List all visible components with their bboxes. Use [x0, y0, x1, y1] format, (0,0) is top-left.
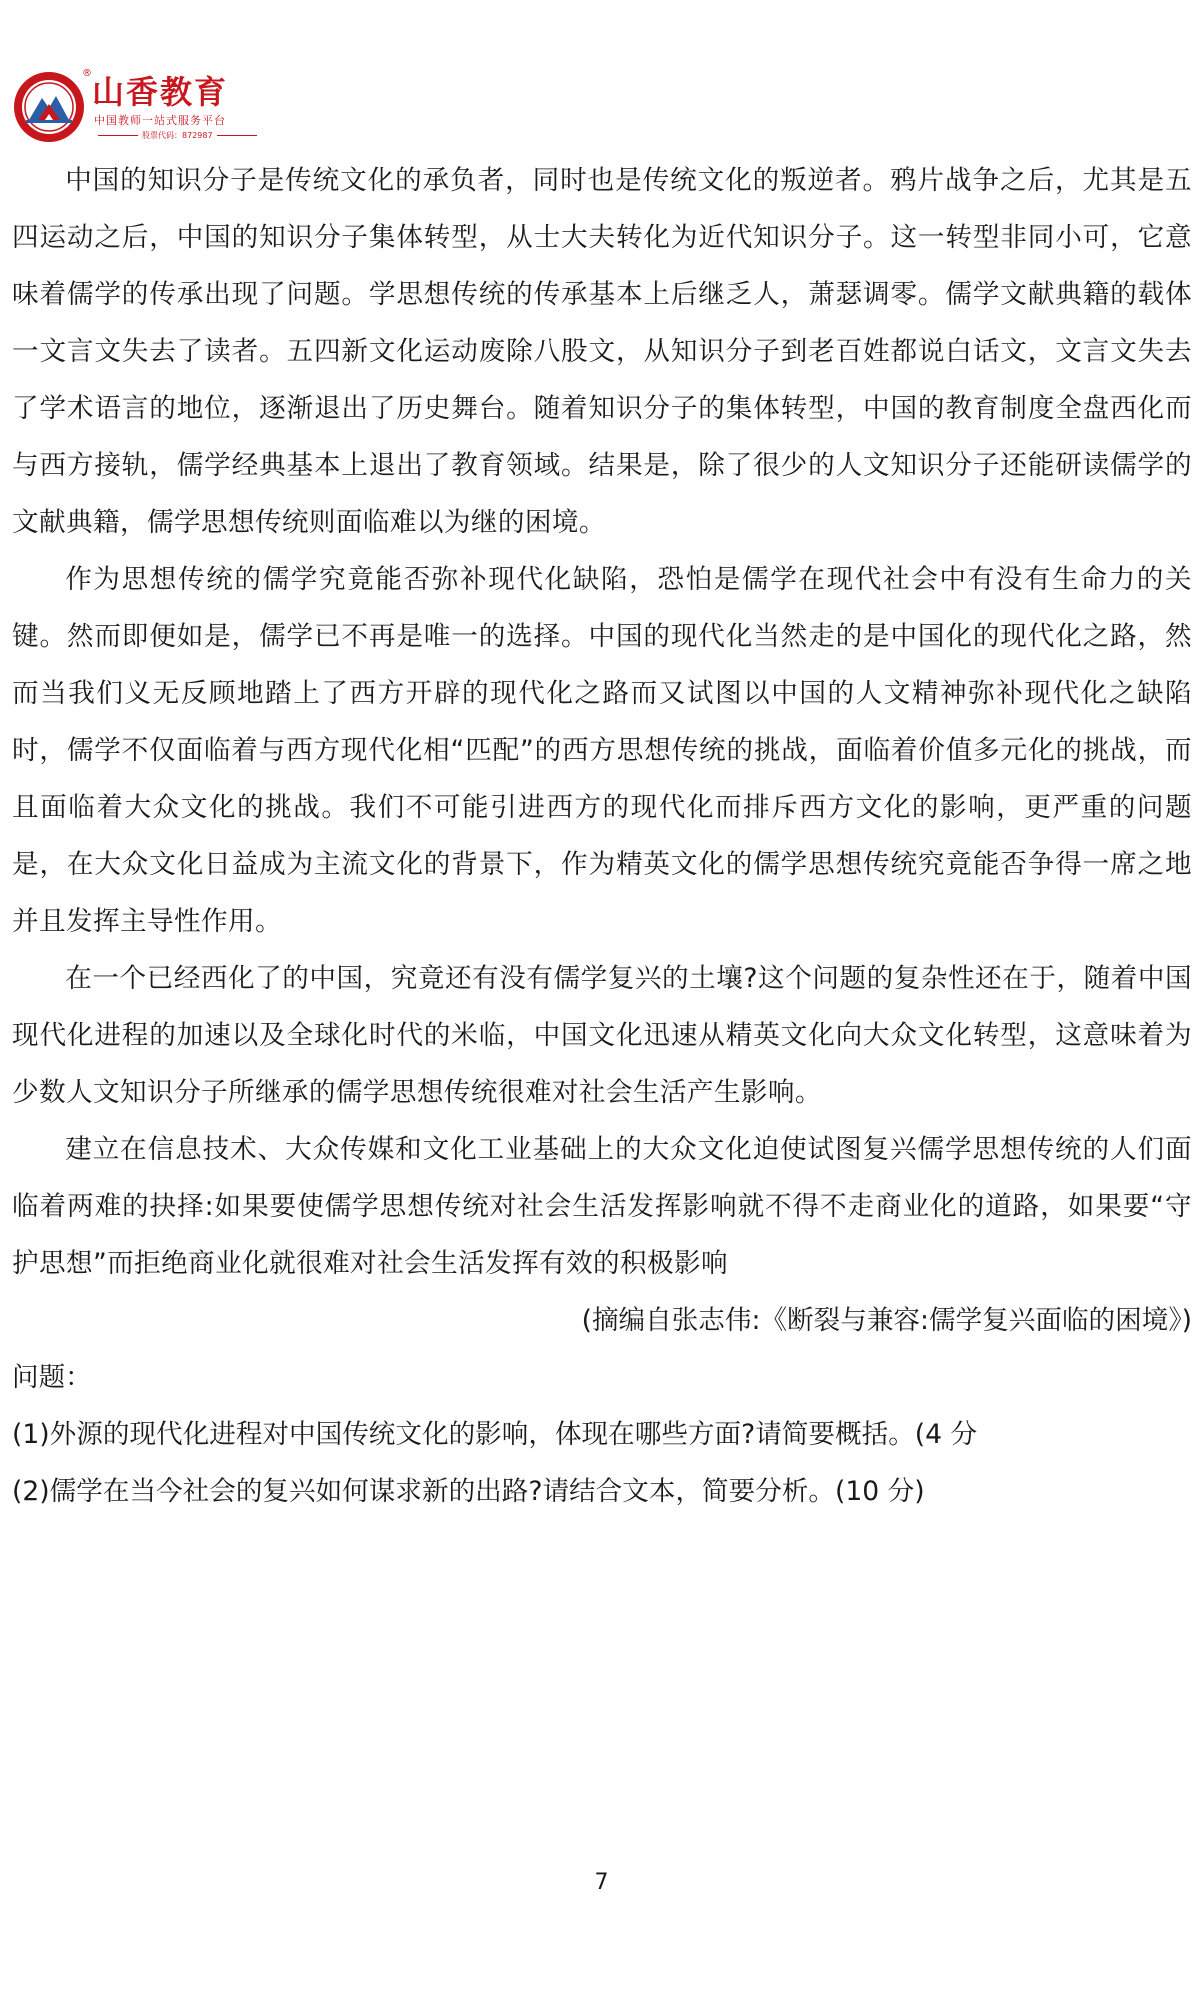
page-number: 7 [594, 1870, 609, 1895]
article-body [12, 152, 1192, 1520]
article-paragraph-4: 建立在信息技术、大众传媒和文化工业基础上的大众文化迫使试图复兴儒学思想传统的人们面临着两难的抉择:如果要使儒学思想传统对社会生活发挥影响就不得不走商业化的道路，如果要“守护思想”而拒绝商业化就很难对社会生活发挥有效的积极影响 [12, 1134, 1192, 1279]
brand-subtitle: 中国教师一站式服务平台 [94, 114, 226, 127]
questions-heading: 问题： [12, 1362, 92, 1393]
brand-name: 山香教育 [92, 73, 229, 111]
article-paragraph-3: 在一个已经西化了的中国，究竟还有没有儒学复兴的土壤?这个问题的复杂性还在于，随着中国现代化进程的加速以及全球化时代的米临，中国文化迅速从精英文化向大众文化转型，这意味着为少数人文知识分子所继承的儒学思想传统很难对社会生活产生影响。 [12, 963, 1192, 1108]
stock-code-text: 股票代码：872987 [142, 131, 213, 140]
divider-rule [217, 135, 257, 136]
question-item-2: (2)儒学在当今社会的复兴如何谋求新的出路?请结合文本，简要分析。(10 分) [12, 1476, 925, 1507]
divider-rule [98, 135, 138, 136]
article-paragraph-2: 作为思想传统的儒学究竟能否弥补现代化缺陷，恐怕是儒学在现代社会中有没有生命力的关键。然而即便如是，儒学已不再是唯一的选择。中国的现代化当然走的是中国化的现代化之路，然而当我们义无反顾地踏上了西方开辟的现代化之路而又试图以中国的人文精神弥补现代化之缺陷时，儒学不仅面临着与西方现代化相“匹配”的西方思想传统的挑战，面临着价值多元化的挑战，而且面临着大众文化的挑战。我们不可能引进西方的现代化而排斥西方文化的影响，更严重的问题是，在大众文化日益成为主流文化的背景下，作为精英文化的儒学思想传统究竟能否争得一席之地并且发挥主导性作用。 [12, 564, 1192, 937]
article-source: (摘编自张志伟:《断裂与兼容:儒学复兴面临的困境》) [581, 1305, 1192, 1336]
registered-mark: ® [82, 68, 92, 79]
brand-stock-code [94, 131, 261, 141]
brand-header [12, 70, 312, 150]
article-paragraph-1: 中国的知识分子是传统文化的承负者，同时也是传统文化的叛逆者。鸦片战争之后，尤其是五四运动之后，中国的知识分子集体转型，从士大夫转化为近代知识分子。这一转型非同小可，它意味着儒学的传承出现了问题。学思想传统的传承基本上后继乏人，萧瑟调零。儒学文献典籍的载体一文言文失去了读者。五四新文化运动废除八股文，从知识分子到老百姓都说白话文，文言文失去了学术语言的地位，逐渐退出了历史舞台。随着知识分子的集体转型，中国的教育制度全盘西化而与西方接轨，儒学经典基本上退出了教育领域。结果是，除了很少的人文知识分子还能研读儒学的文献典籍，儒学思想传统则面临难以为继的困境。 [12, 165, 1192, 538]
question-item-1: (1)外源的现代化进程对中国传统文化的影响，体现在哪些方面?请简要概括。(4 分 [12, 1419, 978, 1450]
shanxiang-logo-icon [12, 70, 86, 144]
